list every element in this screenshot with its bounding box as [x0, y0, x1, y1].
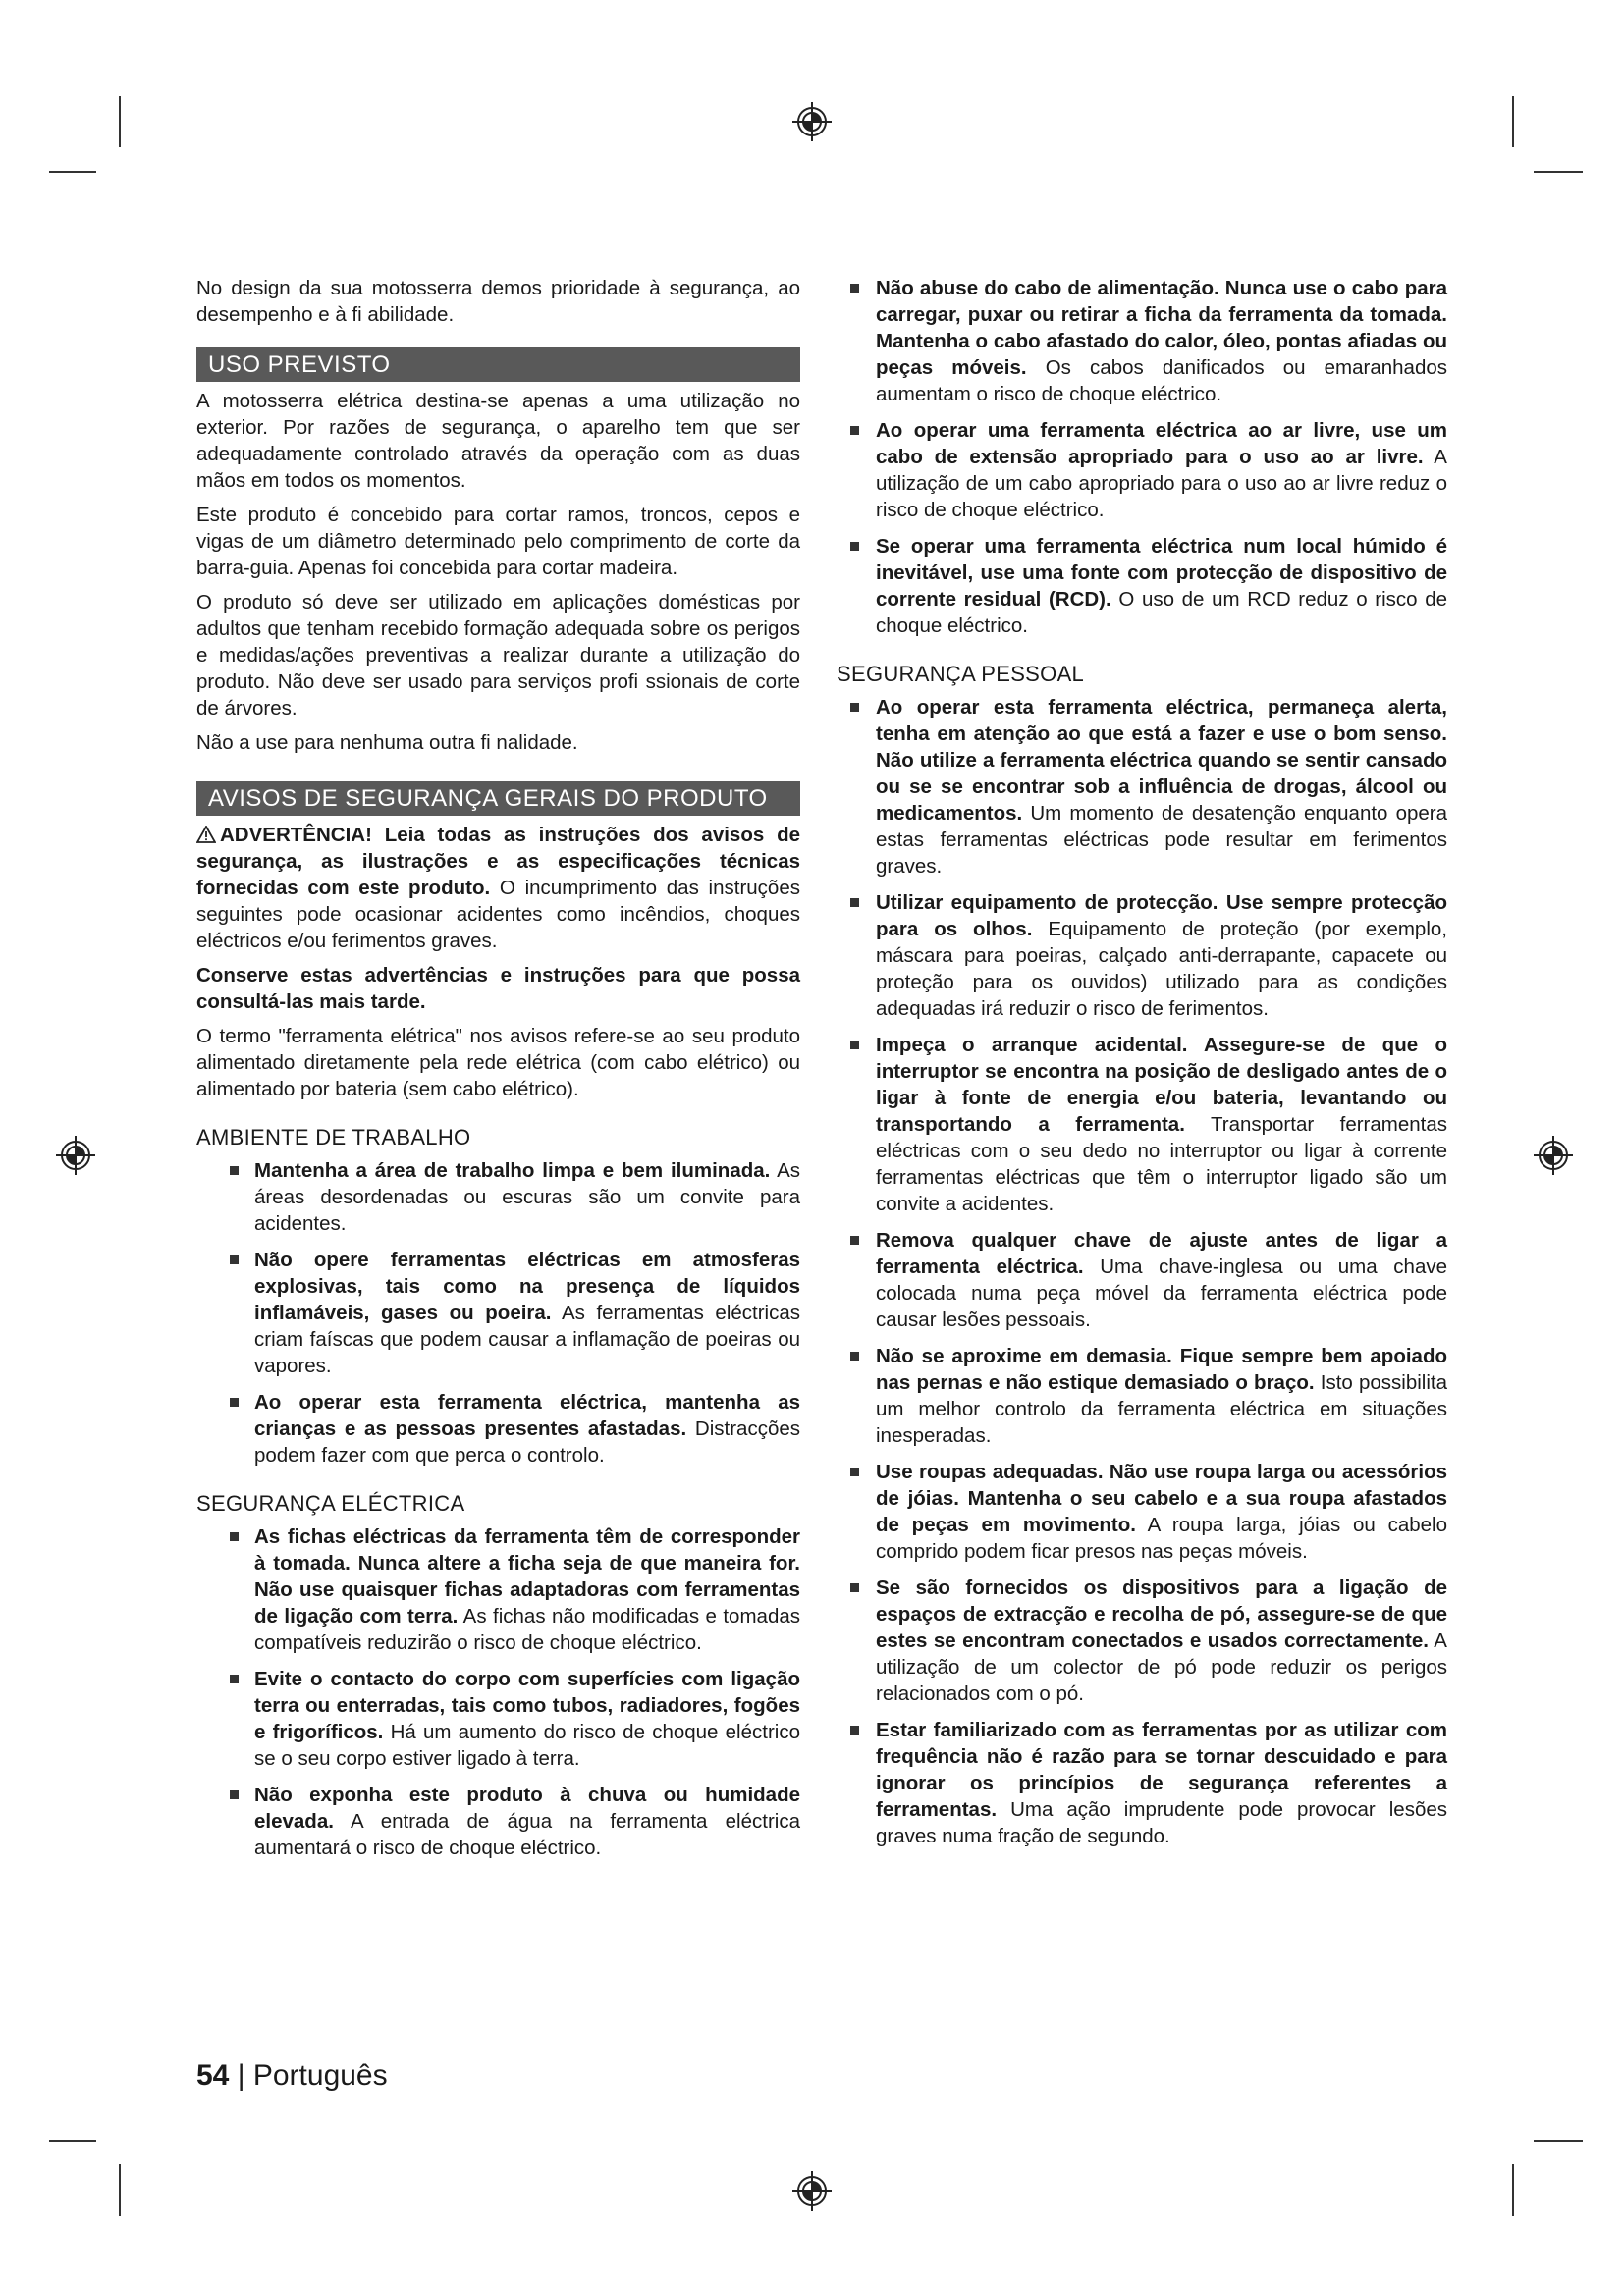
bullet-icon	[230, 1675, 239, 1683]
item-bold: Ao operar uma ferramenta eléctrica ao ar livre, use um cabo de extensão apropriado para o uso ao ar livre.	[876, 419, 1447, 468]
crop-mark	[119, 96, 121, 147]
conserve-text: Conserve estas advertências e instruções para que possa consultá-las mais tarde.	[196, 964, 800, 1013]
bullet-icon	[850, 426, 859, 435]
list-item	[216, 1666, 800, 1772]
paragraph: Não a use para nenhuma outra fi nalidade.	[196, 731, 578, 754]
list-item	[216, 1247, 800, 1379]
list-item	[837, 1227, 1447, 1333]
crop-mark	[1512, 96, 1514, 147]
item-text: A utilização de um colector de pó pode reduzir os perigos relacionados com o pó.	[876, 1629, 1447, 1705]
item-bold: Não abuse do cabo de alimentação. Nunca use o cabo para carregar, puxar ou retirar a ficha da ferramenta da tomada. Mantenha o cabo afastado do calor, óleo, pontas afiadas ou peças móveis.	[876, 277, 1447, 379]
bullet-icon	[230, 1532, 239, 1541]
item-bold: Ao operar esta ferramenta eléctrica, mantenha as crianças e as pessoas presentes afastadas.	[254, 1391, 800, 1440]
ambiente-list	[196, 1157, 800, 1468]
item-bold: Não se aproxime em demasia. Fique sempre bem apoiado nas pernas e não estique demasiado o braço.	[876, 1345, 1447, 1394]
item-bold: Ao operar esta ferramenta eléctrica, permaneça alerta, tenha em atenção ao que está a fazer e use o bom senso. Não utilize a ferramenta eléctrica quando se sentir cansado ou se se encontrar sob a influência de drogas, álcool ou medicamentos.	[876, 696, 1447, 825]
item-text: Transportar ferramentas eléctricas com o seu dedo no interruptor ou ligar à corrente ferramentas eléctricas que têm o interruptor ligado são um convite a acidentes.	[876, 1113, 1447, 1215]
termo-paragraph: O termo "ferramenta elétrica" nos avisos refere-se ao seu produto alimentado diretamente pela rede elétrica (com cabo elétrico) ou alimentado por bateria (sem cabo elétrico).	[196, 1025, 800, 1100]
footer-language: Português	[252, 2059, 388, 2092]
registration-mark-icon	[54, 1134, 97, 1177]
item-text: Os cabos danificados ou emaranhados aumentam o risco de choque eléctrico.	[876, 356, 1447, 405]
crop-mark	[1534, 171, 1583, 173]
bullet-icon	[230, 1166, 239, 1175]
right-column	[837, 275, 1447, 1859]
item-bold: Evite o contacto do corpo com superfícies com ligação terra ou enterradas, tais como tubos, radiadores, fogões e frigoríficos.	[254, 1668, 800, 1743]
list-item	[837, 694, 1447, 880]
bullet-icon	[850, 1583, 859, 1592]
item-bold: Estar familiarizado com as ferramentas por as utilizar com frequência não é razão para se tornar descuidado e para ignorar os princípios de segurança referentes a ferramentas.	[876, 1719, 1447, 1821]
bullet-icon	[230, 1790, 239, 1799]
list-item	[837, 417, 1447, 523]
crop-mark	[1512, 2164, 1514, 2216]
right-top-list	[837, 275, 1447, 639]
item-bold: Utilizar equipamento de protecção. Use sempre protecção para os olhos.	[876, 891, 1447, 940]
list-item	[837, 1032, 1447, 1217]
seg-pessoal-list	[837, 694, 1447, 1849]
item-bold: Não opere ferramentas eléctricas em atmosferas explosivas, tais como na presença de líquidos inflamáveis, gases ou poeira.	[254, 1249, 800, 1324]
item-text: Isto possibilita um melhor controlo da ferramenta eléctrica em situações inesperadas.	[876, 1371, 1447, 1447]
item-text: Equipamento de proteção (por exemplo, máscara para poeiras, calçado anti-derrapante, capacete ou proteção para os ouvidos) utilizado para as condições adequadas irá reduzir o risco de ferimentos.	[876, 918, 1447, 1020]
bullet-icon	[850, 1726, 859, 1735]
left-column	[196, 275, 800, 1871]
section-heading-uso-previsto: USO PREVISTO	[196, 347, 800, 382]
footer-separator: |	[237, 2059, 245, 2092]
item-text: O uso de um RCD reduz o risco de choque eléctrico.	[876, 588, 1448, 637]
bullet-icon	[850, 703, 859, 712]
list-item	[216, 1389, 800, 1468]
item-text: A utilização de um cabo apropriado para o uso ao ar livre reduz o risco de choque eléctrico.	[876, 446, 1447, 521]
list-item	[837, 1717, 1447, 1849]
registration-mark-icon	[790, 2169, 834, 2213]
page-number: 54	[196, 2059, 230, 2092]
list-item	[837, 889, 1447, 1022]
item-text: As ferramentas eléctricas criam faíscas que podem causar a inflamação de poeiras ou vapores.	[254, 1302, 800, 1377]
item-bold: Se são fornecidos os dispositivos para a ligação de espaços de extracção e recolha de pó, assegure-se de que estes se encontram conectados e usados correctamente.	[876, 1576, 1447, 1652]
crop-mark	[119, 2164, 121, 2216]
registration-mark-icon	[790, 100, 834, 143]
bullet-icon	[850, 1041, 859, 1049]
bullet-icon	[850, 1468, 859, 1476]
item-text: Distracções podem fazer com que perca o controlo.	[254, 1417, 800, 1467]
list-item	[837, 1575, 1447, 1707]
bullet-icon	[850, 1352, 859, 1361]
item-text: Uma ação imprudente pode provocar lesões graves numa fração de segundo.	[876, 1798, 1447, 1847]
intro-paragraph: No design da sua motosserra demos prioridade à segurança, ao desempenho e à fi abilidade.	[196, 277, 800, 326]
paragraph: A motosserra elétrica destina-se apenas a uma utilização no exterior. Por razões de segurança, o aparelho tem que ser adequadamente controlado através da operação com as duas mãos em todos os momentos.	[196, 390, 800, 492]
item-bold: Mantenha a área de trabalho limpa e bem iluminada.	[254, 1159, 771, 1182]
list-item	[837, 533, 1447, 639]
section-heading-avisos: AVISOS DE SEGURANÇA GERAIS DO PRODUTO	[196, 781, 800, 816]
item-text: A entrada de água na ferramenta eléctrica aumentará o risco de choque eléctrico.	[254, 1810, 800, 1859]
bullet-icon	[230, 1398, 239, 1407]
list-item	[837, 275, 1447, 407]
registration-mark-icon	[1532, 1134, 1575, 1177]
subheading-ambiente: AMBIENTE DE TRABALHO	[196, 1125, 471, 1149]
list-item	[216, 1157, 800, 1237]
seg-electrica-list	[196, 1523, 800, 1861]
bullet-icon	[850, 1236, 859, 1245]
paragraph: Este produto é concebido para cortar ramos, troncos, cepos e vigas de um diâmetro determinado pelo comprimento de corte da barra-guia. Apenas foi concebida para cortar madeira.	[196, 504, 800, 579]
list-item	[837, 1343, 1447, 1449]
item-text: Há um aumento do risco de choque eléctrico se o seu corpo estiver ligado à terra.	[254, 1721, 800, 1770]
item-text: As fichas não modificadas e tomadas compatíveis reduzirão o risco de choque eléctrico.	[254, 1605, 800, 1654]
item-bold: Remova qualquer chave de ajuste antes de ligar a ferramenta eléctrica.	[876, 1229, 1447, 1278]
item-text: A roupa larga, jóias ou cabelo comprido podem ficar presos nas peças móveis.	[876, 1514, 1447, 1563]
item-text: Um momento de desatenção enquanto opera estas ferramentas eléctricas pode resultar em ferimentos graves.	[876, 802, 1447, 878]
crop-mark	[1534, 2140, 1583, 2142]
item-bold: Impeça o arranque acidental. Assegure-se de que o interruptor se encontra na posição de desligado antes de o ligar à fonte de energia e/ou bateria, levantando ou transportando a ferramenta.	[876, 1034, 1447, 1136]
subheading-seg-electrica: SEGURANÇA ELÉCTRICA	[196, 1491, 465, 1516]
bullet-icon	[850, 284, 859, 293]
bullet-icon	[230, 1255, 239, 1264]
subheading-seg-pessoal: SEGURANÇA PESSOAL	[837, 662, 1085, 686]
item-bold: Se operar uma ferramenta eléctrica num local húmido é inevitável, use uma fonte com protecção de dispositivo de corrente residual (RCD).	[876, 535, 1447, 611]
crop-mark	[49, 171, 96, 173]
item-bold: Use roupas adequadas. Não use roupa larga ou acessórios de jóias. Mantenha o seu cabelo e a sua roupa afastados de peças em movimento.	[876, 1461, 1447, 1536]
bullet-icon	[850, 898, 859, 907]
crop-mark	[49, 2140, 96, 2142]
warning-paragraph	[196, 822, 800, 954]
list-item	[216, 1782, 800, 1861]
conserve-paragraph	[196, 962, 800, 1015]
warning-text: O incumprimento das instruções seguintes pode ocasionar acidentes como incêndios, choques eléctricos e/ou ferimentos graves.	[196, 877, 800, 952]
warning-triangle-icon	[196, 826, 216, 843]
bullet-icon	[850, 542, 859, 551]
list-item	[216, 1523, 800, 1656]
item-text: As áreas desordenadas ou escuras são um convite para acidentes.	[254, 1159, 800, 1235]
item-bold: Não exponha este produto à chuva ou humidade elevada.	[254, 1784, 800, 1833]
item-text: Uma chave-inglesa ou uma chave colocada numa peça móvel da ferramenta eléctrica pode causar lesões pessoais.	[876, 1255, 1447, 1331]
page-footer	[196, 2059, 388, 2093]
paragraph: O produto só deve ser utilizado em aplicações domésticas por adultos que tenham recebido formação adequada sobre os perigos e medidas/ações preventivas a realizar durante a utilização do produto. Não deve ser usado para serviços profi ssionais de corte de árvores.	[196, 591, 800, 720]
list-item	[837, 1459, 1447, 1565]
warning-bold-text: ADVERTÊNCIA! Leia todas as instruções dos avisos de segurança, as ilustrações e as especificações técnicas fornecidas com este produto.	[196, 824, 800, 899]
item-bold: As fichas eléctricas da ferramenta têm de corresponder à tomada. Nunca altere a ficha seja de que maneira for. Não use quaisquer fichas adaptadoras com ferramentas de ligação com terra.	[254, 1525, 800, 1628]
